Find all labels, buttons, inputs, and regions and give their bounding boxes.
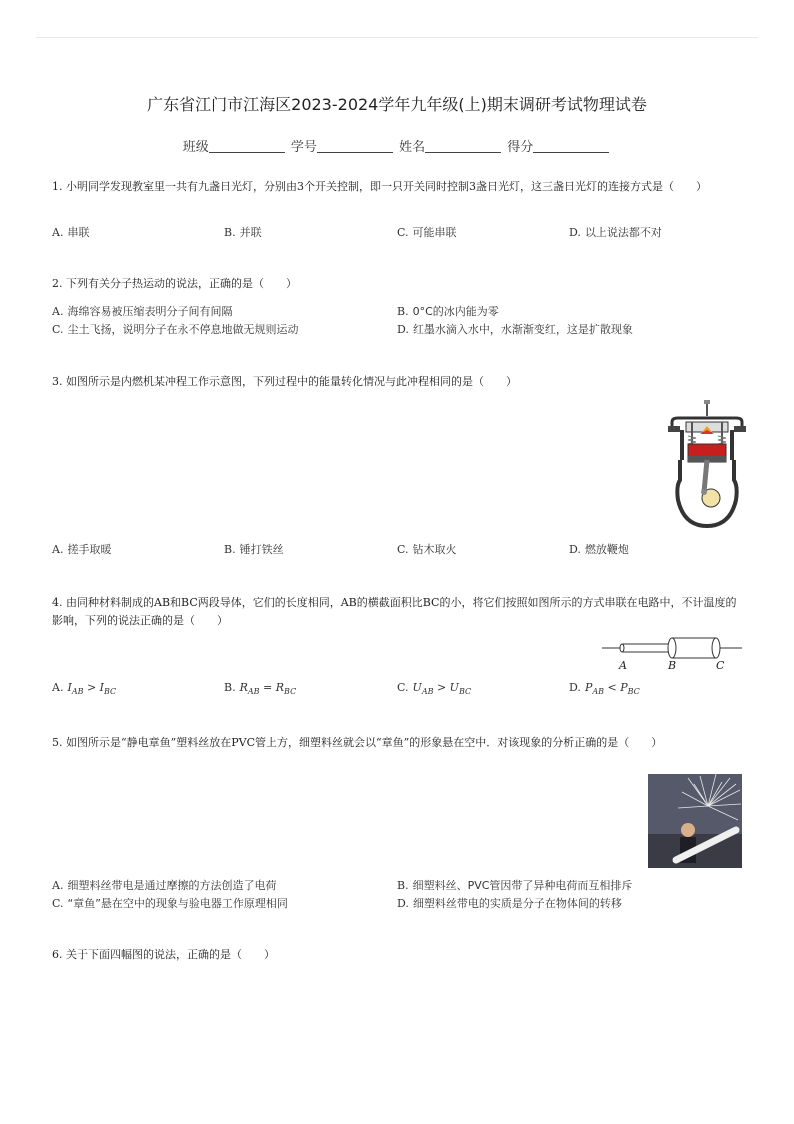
student-info-line: [0, 136, 794, 155]
option-label: D.: [569, 543, 581, 556]
option-a[interactable]: [52, 224, 89, 240]
option-label: C.: [52, 323, 64, 336]
option-d[interactable]: [569, 224, 662, 240]
question-4: [52, 594, 742, 630]
option-text: 海绵容易被压缩表明分子间有间隔: [67, 305, 233, 318]
option-text: 尘土飞扬，说明分子在永不停息地做无规则运动: [67, 323, 299, 336]
option-c[interactable]: [52, 895, 288, 911]
option-label: A.: [52, 879, 64, 892]
point-c-label: C: [716, 659, 725, 672]
question-text: 关于下面四幅图的说法，正确的是（ ）: [66, 948, 275, 961]
question-1: [52, 178, 742, 196]
option-c[interactable]: [52, 321, 299, 337]
option-label: D.: [397, 323, 409, 336]
option-label: C.: [397, 681, 409, 694]
option-label: B.: [397, 879, 409, 892]
question-3: [52, 373, 742, 391]
point-a-label: A: [619, 659, 627, 672]
option-text: 可能串联: [412, 226, 457, 239]
option-text: 细塑料丝带电是通过摩擦的方法创造了电荷: [67, 879, 277, 892]
question-text: 由同种材料制成的AB和BC两段导体，它们的长度相同，AB的横截面积比BC的小，将它们按照如图所示的方式串联在电路中，不计温度的影响，下列的说法正确的是（ ）: [52, 596, 737, 627]
option-text: 燃放鞭炮: [584, 543, 629, 556]
option-a[interactable]: [52, 877, 276, 893]
option-c[interactable]: [397, 541, 457, 557]
option-text: 搓手取暖: [67, 543, 112, 556]
question-2: [52, 275, 742, 293]
option-text: 锤打铁丝: [239, 543, 284, 556]
id-field-blank[interactable]: [317, 139, 393, 153]
option-text: $R_{AB} = R_{BC}$: [239, 681, 297, 697]
option-label: A.: [52, 681, 64, 694]
option-d[interactable]: [569, 541, 629, 557]
option-text: 细塑料丝带电的实质是分子在物体间的转移: [412, 897, 622, 910]
question-text: 如图所示是内燃机某冲程工作示意图，下列过程中的能量转化情况与此冲程相同的是（ ）: [66, 375, 517, 388]
question-number: 1.: [52, 180, 63, 193]
option-c[interactable]: [397, 681, 471, 696]
question-number: 3.: [52, 375, 63, 388]
option-text: $U_{AB} > U_{BC}$: [412, 681, 472, 697]
question-number: 6.: [52, 948, 63, 961]
option-b[interactable]: [224, 224, 262, 240]
point-b-label: B: [668, 659, 677, 672]
static-octopus-photo: [648, 774, 742, 868]
option-label: C.: [52, 897, 64, 910]
option-text: 钻木取火: [412, 543, 457, 556]
option-label: D.: [569, 681, 581, 694]
engine-stroke-diagram: [664, 400, 746, 530]
conductor-diagram: [600, 632, 744, 672]
option-a[interactable]: [52, 541, 111, 557]
option-label: A.: [52, 305, 64, 318]
option-text: “章鱼”悬在空中的现象与验电器工作原理相同: [67, 897, 288, 910]
option-text: 并联: [239, 226, 262, 239]
class-field-blank[interactable]: [209, 139, 285, 153]
option-b[interactable]: [224, 681, 296, 696]
name-field-label: 姓名: [399, 140, 426, 155]
question-5: [52, 734, 742, 752]
page-top-rule: [36, 37, 758, 38]
option-a[interactable]: [52, 681, 116, 696]
option-d[interactable]: [397, 321, 633, 337]
question-number: 4.: [52, 596, 63, 609]
option-text: $I_{AB} > I_{BC}$: [67, 681, 117, 697]
option-label: B.: [397, 305, 409, 318]
option-text: 0°C的冰内能为零: [412, 305, 499, 318]
option-text: 串联: [67, 226, 90, 239]
name-field-blank[interactable]: [425, 139, 501, 153]
score-field-label: 得分: [507, 140, 534, 155]
option-d[interactable]: [569, 681, 640, 696]
option-label: B.: [224, 681, 236, 694]
question-number: 2.: [52, 277, 63, 290]
option-c[interactable]: [397, 224, 457, 240]
option-d[interactable]: [397, 895, 622, 911]
option-label: B.: [224, 543, 236, 556]
question-text: 如图所示是“静电章鱼”塑料丝放在PVC管上方，细塑料丝就会以“章鱼”的形象悬在空中．对该现象的分析正确的是（ ）: [66, 736, 663, 749]
option-text: 红墨水滴入水中，水渐渐变红，这是扩散现象: [412, 323, 633, 336]
option-text: $P_{AB} < P_{BC}$: [584, 681, 640, 697]
score-field-blank[interactable]: [533, 139, 609, 153]
question-text: 小明同学发现教室里一共有九盏日光灯，分别由3个开关控制，即一只开关同时控制3盏日光灯，这三盏日光灯的连接方式是（ ）: [66, 180, 707, 193]
question-number: 5.: [52, 736, 63, 749]
option-b[interactable]: [397, 877, 632, 893]
option-a[interactable]: [52, 303, 232, 319]
option-label: C.: [397, 543, 409, 556]
option-b[interactable]: [397, 303, 499, 319]
option-label: C.: [397, 226, 409, 239]
class-field-label: 班级: [182, 140, 209, 155]
option-label: A.: [52, 226, 64, 239]
option-label: D.: [397, 897, 409, 910]
question-6: [52, 946, 742, 964]
option-text: 细塑料丝、PVC管因带了异种电荷而互相排斥: [412, 879, 633, 892]
option-b[interactable]: [224, 541, 284, 557]
page-title: 广东省江门市江海区2023-2024学年九年级(上)期末调研考试物理试卷: [147, 95, 647, 114]
option-label: A.: [52, 543, 64, 556]
question-text: 下列有关分子热运动的说法，正确的是（ ）: [66, 277, 297, 290]
option-label: D.: [569, 226, 581, 239]
id-field-label: 学号: [290, 140, 317, 155]
option-label: B.: [224, 226, 236, 239]
option-text: 以上说法都不对: [584, 226, 662, 239]
